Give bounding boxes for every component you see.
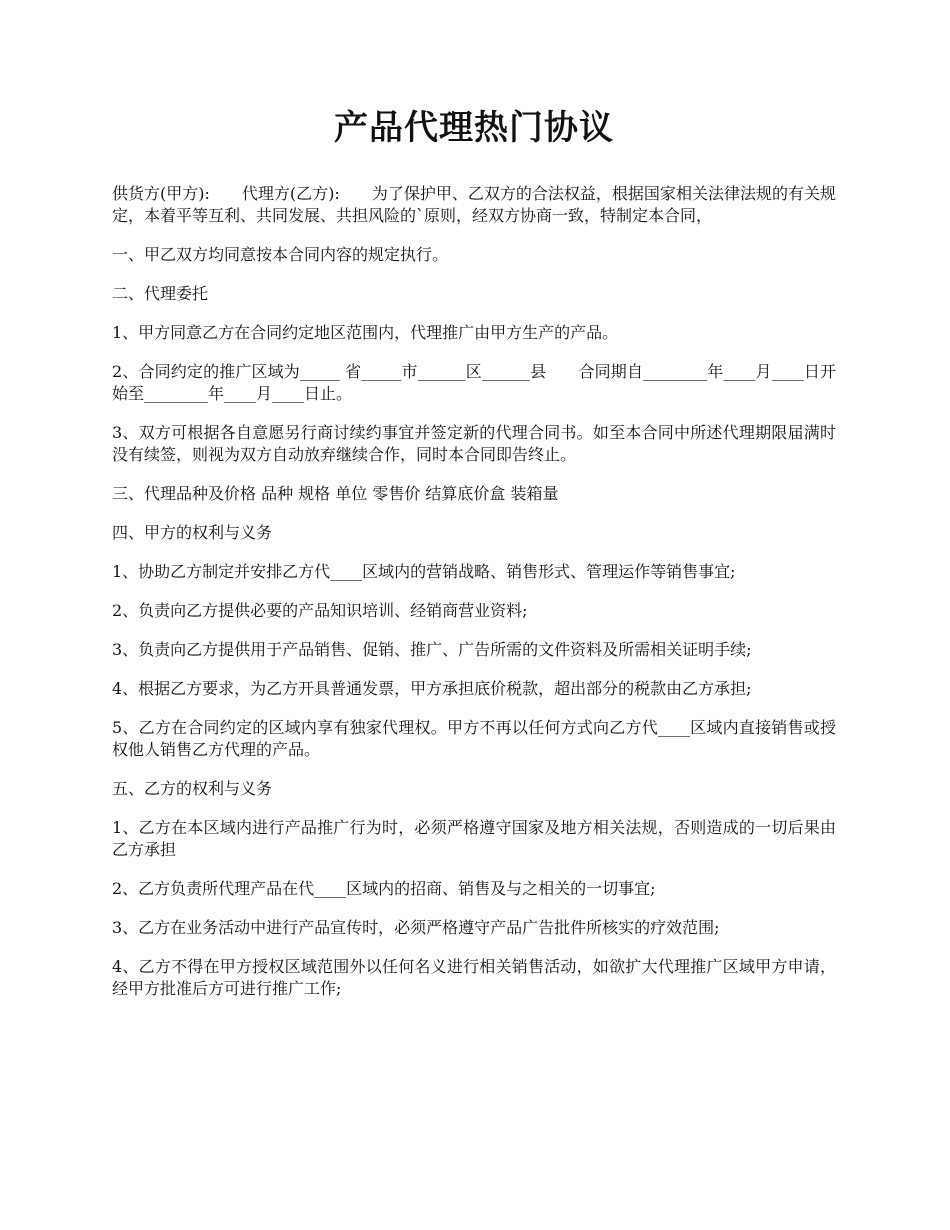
clause-4-item-4: 4、根据乙方要求，为乙方开具普通发票，甲方承担底价税款，超出部分的税款由乙方承担; [112,678,752,698]
clause-1-heading: 一、甲乙双方均同意按本合同内容的规定执行。 [112,244,449,264]
clause-2-item-3: 3、双方可根据各自意愿另行商讨续约事宜并签定新的代理合同书。如至本合同中所述代理期限届满时没有续签，则视为双方自动放弃继续合作，同时本合同即告终止。 [112,422,836,464]
clause-5-item-2: 2、乙方负责所代理产品在代____区域内的招商、销售及与之相关的一切事宜; [112,878,656,898]
clause-4-item-3: 3、负责向乙方提供用于产品销售、促销、推广、广告所需的文件资料及所需相关证明手续; [112,639,752,659]
document-title: 产品代理热门协议 [334,108,614,148]
clause-5-item-4: 4、乙方不得在甲方授权区域范围外以任何名义进行相关销售活动，如欲扩大代理推广区域甲方申请，经甲方批准后方可进行推广工作; [112,956,836,998]
clause-5-item-3: 3、乙方在业务活动中进行产品宣传时，必须严格遵守产品广告批件所核实的疗效范围; [112,917,720,937]
clause-2-item-1: 1、甲方同意乙方在合同约定地区范围内，代理推广由甲方生产的产品。 [112,322,619,342]
clause-4-heading: 四、甲方的权利与义务 [112,522,273,542]
clause-2-heading: 二、代理委托 [112,283,209,303]
clause-4-item-2: 2、负责向乙方提供必要的产品知识培训、经销商营业资料; [112,600,528,620]
clause-3-heading: 三、代理品种及价格 品种 规格 单位 零售价 结算底价盒 装箱量 [112,483,559,503]
clause-4-item-1: 1、协助乙方制定并安排乙方代____区域内的营销战略、销售形式、管理运作等销售事宜; [112,561,736,581]
clause-4-item-5: 5、乙方在合同约定的区域内享有独家代理权。甲方不再以任何方式向乙方代____区域内直接销售或授权他人销售乙方代理的产品。 [112,717,836,759]
clause-5-heading: 五、乙方的权利与义务 [112,778,273,798]
intro-paragraph: 供货方(甲方): 代理方(乙方): 为了保护甲、乙双方的合法权益，根据国家相关法律法规的有关规定，本着平等互利、共同发展、共担风险的`原则，经双方协商一致，特制定本合同， [112,183,836,225]
document-page [112,108,836,1017]
clause-5-item-1: 1、乙方在本区域内进行产品推广行为时，必须严格遵守国家及地方相关法规，否则造成的一切后果由乙方承担 [112,817,836,859]
clause-2-item-2: 2、合同约定的推广区域为_____ 省_____市______区______县 合同期自________年____月____日开始至________年____月____日止。 [112,361,836,403]
